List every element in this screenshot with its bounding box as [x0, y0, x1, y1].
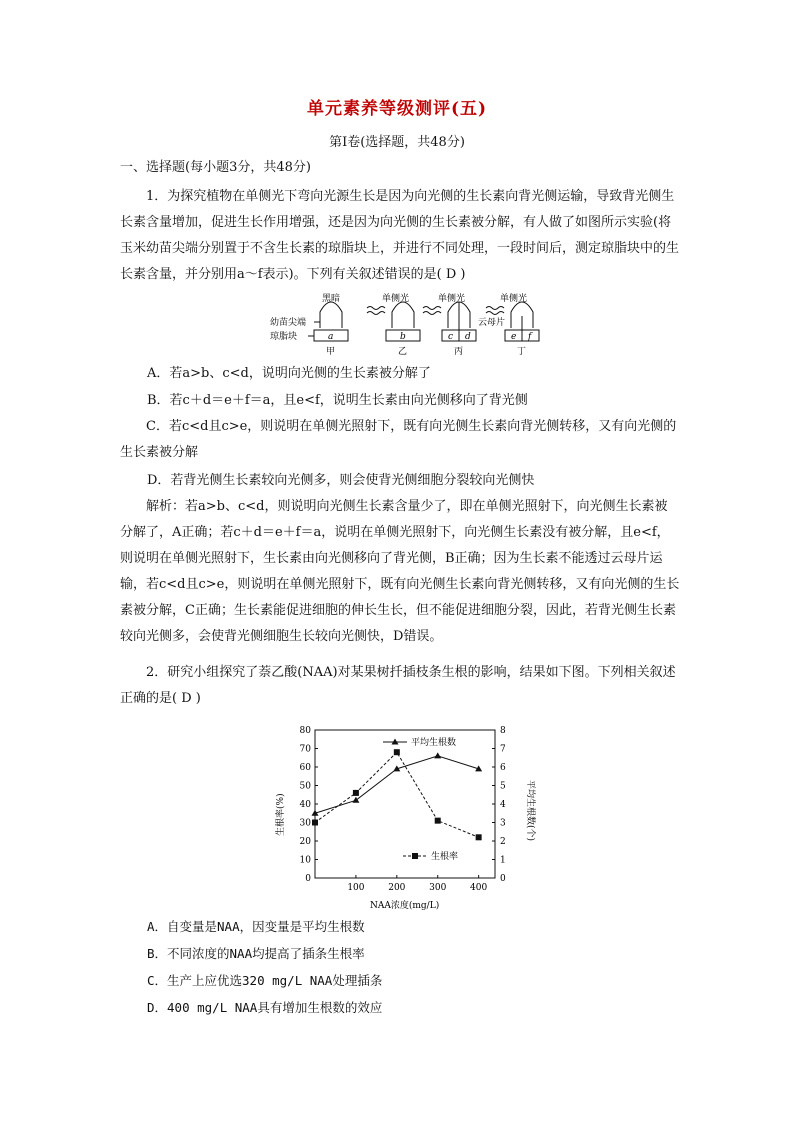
- data-point-triangle: [352, 797, 359, 803]
- x-tick-label: 200: [388, 883, 406, 893]
- block-label-a: a: [328, 332, 334, 342]
- seedling-tip-jia: [320, 302, 342, 328]
- y2-tick-label: 5: [500, 781, 506, 792]
- data-point-square: [435, 818, 441, 824]
- block-label-f: f: [528, 332, 532, 342]
- y-tick-label: 0: [305, 874, 311, 884]
- y-tick-label: 30: [299, 818, 311, 829]
- y2-tick-label: 3: [500, 818, 506, 829]
- group-label-ding: 丁: [517, 347, 527, 357]
- block-label-c: c: [448, 332, 454, 342]
- y2-tick-label: 1: [500, 855, 506, 866]
- y-tick-label: 60: [299, 763, 311, 773]
- y2-tick-label: 7: [500, 744, 506, 755]
- label-dark: 黑暗: [322, 294, 341, 304]
- page-title: 单元素养等级测评(五): [306, 99, 488, 119]
- data-point-square: [353, 790, 359, 796]
- q2-stem: 2．研究小组探究了萘乙酸(NAA)对某果树扦插枝条生根的影响，结果如下图。下列相关叙述正确的是( D ): [120, 665, 676, 706]
- x-tick-label: 400: [470, 883, 488, 893]
- group-label-jia: 甲: [326, 347, 336, 357]
- block-label-d: d: [465, 332, 471, 342]
- q2-option-a: A．自变量是NAA，因变量是平均生根数: [147, 919, 365, 934]
- q1-option-b: B．若c＋d＝e＋f＝a，且e<f，说明生长素由向光侧移向了背光侧: [147, 393, 528, 408]
- block-label-e: e: [511, 332, 517, 342]
- q1-option-d: D．若背光侧生长素较向光侧多，则会使背光侧细胞分裂较向光侧快: [147, 473, 535, 488]
- y-tick-label: 80: [299, 726, 311, 736]
- y2-tick-label: 2: [500, 837, 506, 847]
- legend-marker-square: [412, 853, 418, 859]
- y2-tick-label: 0: [500, 874, 506, 884]
- y-axis-label: 生根率(%): [276, 793, 286, 836]
- q2-option-c: C．生产上应优选320 mg/L NAA处理插条: [147, 973, 383, 988]
- y2-tick-label: 6: [500, 763, 506, 773]
- y2-tick-label: 8: [500, 726, 506, 736]
- y2-tick-label: 4: [500, 800, 506, 810]
- x-axis-label: NAA浓度(mg/L): [370, 901, 440, 911]
- y-tick-label: 40: [299, 800, 311, 810]
- q2-option-d: D．400 mg/L NAA具有增加生根数的效应: [147, 1000, 383, 1015]
- label-light-yi: 单侧光: [382, 294, 410, 304]
- label-tip: 幼苗尖端: [270, 318, 307, 328]
- x-tick-label: 300: [429, 883, 447, 893]
- q1-analysis: 解析：若a>b、c<d，则说明向光侧生长素含量少了，即在单侧光照射下，向光侧生长素被分解了，A正确；若c＋d＝e＋f＝a，说明在单侧光照射下，向光侧生长素没有被分解，且e<f，则说明在单侧光照射下，生长素由向光侧移向了背光侧，B正确；因为生长素不能透过云母片运输，若c<d且c>e，则说明在单侧光照射下，既有向光侧生长素向背光侧转移，又有向光侧的生长素被分解，C正确；生长素能促进细胞的伸长生长，但不能促进细胞分裂，因此，若背光侧生长素较向光侧多，会使背光侧细胞生长较向光侧快，D错误。: [120, 499, 680, 644]
- q2-option-b: B．不同浓度的NAA均提高了插条生根率: [147, 946, 365, 961]
- legend-label: 平均生根数: [411, 738, 457, 748]
- series-line-square: [315, 752, 479, 837]
- light-wave-ding: [486, 307, 504, 315]
- q1-option-a: A．若a>b、c<d，说明向光侧的生长素被分解了: [147, 366, 431, 381]
- group-label-bing: 丙: [454, 347, 464, 357]
- label-light-bing: 单侧光: [438, 294, 466, 304]
- light-wave-yi: [367, 307, 385, 315]
- light-wave-bing: [423, 307, 441, 315]
- y2-axis-label: 平均生根数(个): [525, 780, 535, 842]
- y-tick-label: 10: [299, 855, 311, 866]
- x-tick-label: 100: [347, 883, 365, 893]
- label-light-ding: 单侧光: [500, 294, 528, 304]
- section-heading: 一、选择题(每小题3分，共48分): [120, 160, 311, 175]
- q1-experiment-figure: [270, 292, 550, 360]
- q1-option-c: C．若c<d且c>e，则说明在单侧光照射下，既有向光侧生长素向背光侧转移，又有向光侧的生长素被分解: [120, 419, 677, 460]
- data-point-triangle: [434, 752, 441, 758]
- data-point-square: [394, 749, 400, 755]
- group-label-yi: 乙: [398, 347, 408, 357]
- seedling-tip-yi: [392, 302, 414, 328]
- label-agar: 琼脂块: [270, 332, 298, 342]
- legend-label: 生根率: [431, 852, 459, 862]
- block-label-b: b: [400, 332, 406, 342]
- section-subtitle: 第Ⅰ卷(选择题，共48分): [329, 135, 465, 150]
- data-point-square: [476, 834, 482, 840]
- y-tick-label: 50: [299, 781, 311, 792]
- y-tick-label: 70: [299, 744, 311, 755]
- naa-chart: [270, 718, 540, 918]
- data-point-square: [312, 820, 318, 826]
- y-tick-label: 20: [299, 837, 311, 847]
- label-mica: 云母片: [478, 318, 506, 328]
- q1-stem: 1．为探究植物在单侧光下弯向光源生长是因为向光侧的生长素向背光侧运输，导致背光侧生长素含量增加，促进生长作用增强，还是因为向光侧的生长素被分解，有人做了如图所示实验(将玉米幼苗尖端分别置于不含生长素的琼脂块上，并进行不同处理，一段时间后，测定琼脂块中的生长素含量，并分别用a～f表示)。下列有关叙述错误的是( D ): [120, 189, 680, 282]
